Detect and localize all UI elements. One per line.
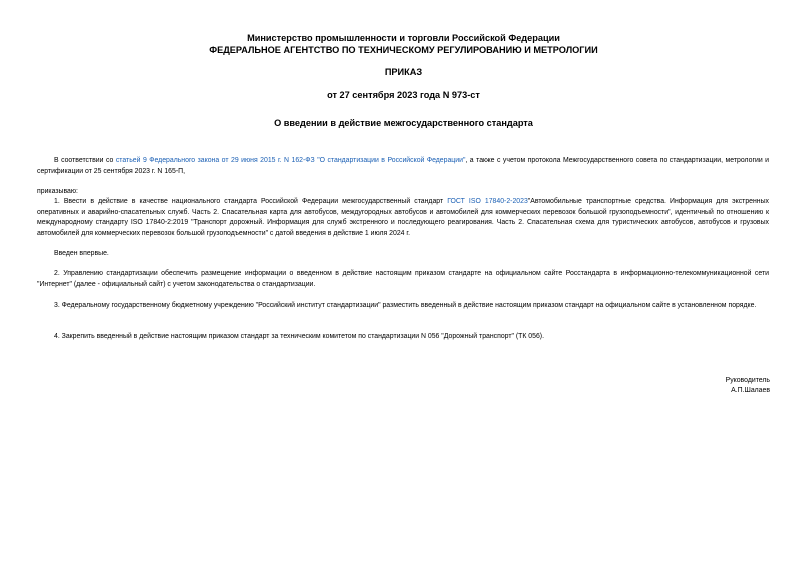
order-date: от 27 сентября 2023 года N 973-ст bbox=[327, 90, 480, 100]
item-3-paragraph: 3. Федеральному государственному бюджетному учреждению "Российский институт стандартизации" разместить введенный в действие настоящим приказом стандарт на официальном сайте в установленном порядке. bbox=[54, 302, 757, 309]
signature-title: Руководитель bbox=[725, 377, 770, 384]
first-time-note: Введен впервые. bbox=[54, 250, 109, 257]
item-1-suffix: "Автомобильные транспортные средства. Информация для экстренных оперативных и аварийно-спасательных служб. Часть 2. Спасательная карта для автобусов, междугородных автобусов и автомобилей для коммерческих перевозок большой грузоподъемности", идентичный по отношению к международному стандарту ISO 17840-2:2019 "Транспорт дорожный. Информация для служб экстренного и последующего реагирования. Часть 2. Спасательная схема для туристических автобусов, автобусов и грузовых автомобилей для коммерческих перевозок большой грузоподъемности" с датой введения в действие 1 июля 2024 г. bbox=[37, 198, 769, 237]
agency-name: ФЕДЕРАЛЬНОЕ АГЕНТСТВО ПО ТЕХНИЧЕСКОМУ РЕГУЛИРОВАНИЮ И МЕТРОЛОГИИ bbox=[209, 45, 598, 55]
order-subject: О введении в действие межгосударственного стандарта bbox=[274, 118, 533, 128]
intro-suffix: , а также с учетом протокола Межгосударственного совета по стандартизации, метрологии и сертификации от 25 сентября 2023 г. N 165-П, bbox=[37, 157, 770, 175]
signature-name: А.П.Шалаев bbox=[731, 387, 770, 394]
intro-paragraph bbox=[37, 156, 769, 177]
ministry-name: Министерство промышленности и торговли Российской Федерации bbox=[247, 33, 560, 43]
order-title: ПРИКАЗ bbox=[384, 67, 423, 77]
item-4-paragraph: 4. Закрепить введенный в действие настоящим приказом стандарт за техническим комитетом по стандартизации N 056 "Дорожный транспорт" (ТК 056). bbox=[54, 333, 545, 340]
standard-link[interactable]: ГОСТ ISO 17840-2-2023 bbox=[447, 198, 528, 205]
ordered-paragraph: приказываю: bbox=[37, 188, 78, 195]
law-link[interactable]: статьей 9 Федерального закона от 29 июня 2015 г. N 162-ФЗ "О стандартизации в Российской Федерации" bbox=[115, 157, 466, 164]
item-2-paragraph: 2. Управлению стандартизации обеспечить размещение информации о введенном в действие настоящим приказом стандарте на официальном сайте Росстандарта в информационно-телекоммуникационной сети "Интернет" (далее - официальный сайт) с учетом законодательства о стандартизации. bbox=[37, 270, 769, 288]
item-1-paragraph bbox=[37, 197, 769, 239]
item-1-prefix: 1. Ввести в действие в качестве национального стандарта Российской Федерации межгосударственный стандарт bbox=[54, 198, 448, 205]
intro-prefix: В соответствии со bbox=[54, 157, 116, 164]
